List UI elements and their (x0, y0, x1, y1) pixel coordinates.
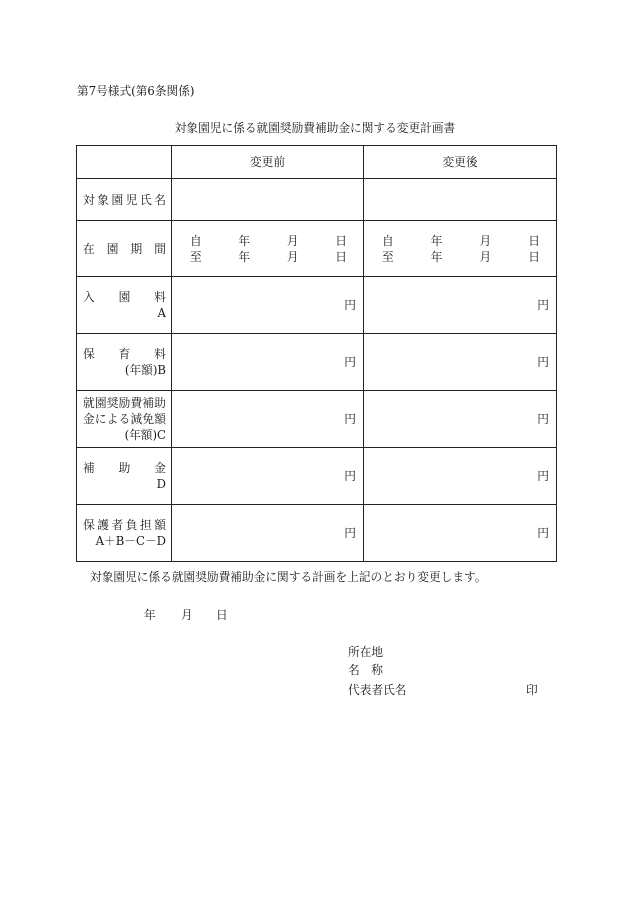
address-label: 所在地 (348, 645, 384, 659)
label-character: 担 (140, 518, 152, 532)
form-number: 第7号様式(第6条関係) (77, 84, 195, 98)
label-character: 園 (94, 396, 107, 410)
label-character: 助 (118, 461, 131, 475)
label-character: 保 (83, 347, 95, 361)
guardian-burden-row (77, 505, 557, 562)
reduction-label-line-1 (83, 395, 166, 411)
period-day: 日 (528, 233, 540, 248)
header-corner-cell (77, 146, 172, 179)
period-to-line (364, 249, 556, 265)
admission-fee-after-yen: 円 (364, 277, 557, 334)
label-character: 児 (125, 192, 138, 207)
label-character: 氏 (140, 192, 152, 207)
label-character: 園 (111, 192, 124, 207)
period-to-line (172, 249, 363, 265)
column-header-before: 変更前 (172, 146, 364, 179)
admission-fee-before-yen: 円 (172, 277, 364, 334)
label-character: 額 (154, 412, 166, 426)
childcare-fee-before-yen: 円 (172, 334, 364, 391)
label-character: 料 (154, 347, 166, 361)
subsidy-label (83, 460, 166, 476)
subsidy-before-yen: 円 (172, 448, 364, 505)
guardian-burden-label-cell (77, 505, 172, 562)
period-day: 日 (528, 249, 540, 264)
period-month: 月 (286, 249, 299, 264)
label-character: 期 (130, 241, 143, 256)
guardian-burden-code: A＋B－C－D (95, 534, 166, 548)
label-character: 就 (83, 396, 95, 410)
period-from-marker: 自 (382, 233, 394, 248)
subsidy-after-yen: 円 (364, 448, 557, 505)
label-character: 補 (83, 461, 95, 475)
label-character: 入 (83, 290, 95, 304)
label-character: 金 (154, 461, 166, 475)
reduction-row (77, 391, 557, 448)
label-character: 負 (125, 518, 138, 532)
childcare-fee-row (77, 334, 557, 391)
reduction-label-cell (77, 391, 172, 448)
enrollment-period-label-cell (77, 221, 172, 277)
date-year: 年 (144, 608, 156, 622)
label-character: る (118, 412, 131, 426)
page-title: 対象園児に係る就園奨励費補助金に関する変更計画書 (174, 121, 456, 135)
childcare-fee-label-cell (77, 334, 172, 391)
childcare-fee-code: (年額)B (124, 363, 166, 377)
child-name-label (83, 192, 166, 208)
guardian-burden-after-yen: 円 (364, 505, 557, 562)
period-to-marker: 至 (190, 249, 202, 264)
label-character: 在 (83, 241, 95, 256)
label-character: 額 (154, 518, 166, 532)
label-character: に (94, 412, 107, 426)
subsidy-row (77, 448, 557, 505)
period-year: 年 (238, 233, 251, 248)
label-character: 名 (154, 192, 166, 207)
admission-fee-row (77, 277, 557, 334)
period-month: 月 (479, 249, 492, 264)
change-statement: 対象園児に係る就園奨励費補助金に関する計画を上記のとおり変更します。 (90, 570, 487, 584)
child-name-row (77, 179, 557, 221)
period-year: 年 (238, 249, 251, 264)
enrollment-period-row (77, 221, 557, 277)
reduction-after-yen: 円 (364, 391, 557, 448)
subsidy-code: D (156, 477, 166, 491)
label-character: 費 (130, 396, 143, 410)
label-character: 補 (142, 396, 155, 410)
label-character: 育 (118, 347, 131, 361)
column-header-after: 変更後 (364, 146, 557, 179)
label-character: 園 (118, 290, 131, 304)
form-table (76, 145, 557, 562)
child-name-after-cell (364, 179, 557, 221)
label-character: 保 (83, 518, 95, 532)
label-character: よ (106, 412, 119, 426)
admission-fee-code: A (157, 306, 166, 320)
label-character: 料 (154, 290, 166, 304)
reduction-before-yen: 円 (172, 391, 364, 448)
period-day: 日 (335, 249, 347, 264)
period-after-cell (364, 221, 557, 277)
period-from-line (172, 233, 363, 249)
period-from-line (364, 233, 556, 249)
date-day: 日 (216, 608, 228, 622)
label-character: 免 (142, 412, 155, 426)
childcare-fee-after-yen: 円 (364, 334, 557, 391)
child-name-label-cell (77, 179, 172, 221)
period-from-marker: 自 (190, 233, 202, 248)
period-year: 年 (430, 249, 443, 264)
period-before-cell (172, 221, 364, 277)
label-character: 者 (111, 518, 124, 532)
period-day: 日 (335, 233, 347, 248)
label-character: 称 (371, 663, 383, 677)
period-month: 月 (479, 233, 492, 248)
reduction-label-line-2 (83, 411, 166, 427)
label-character: 励 (118, 396, 131, 410)
enrollment-period-label (83, 241, 166, 257)
label-character: 象 (97, 192, 109, 207)
name-label (348, 662, 383, 678)
childcare-fee-label (83, 346, 166, 362)
period-year: 年 (430, 233, 443, 248)
period-month: 月 (286, 233, 299, 248)
guardian-burden-label (83, 517, 166, 533)
label-character: 金 (83, 412, 95, 426)
label-character: 減 (130, 412, 143, 426)
label-character: 間 (154, 241, 166, 256)
label-character: 助 (154, 396, 166, 410)
child-name-before-cell (172, 179, 364, 221)
representative-label: 代表者氏名 (348, 683, 407, 697)
label-character: 園 (106, 241, 119, 256)
label-character: 護 (97, 518, 109, 532)
reduction-code: (年額)C (124, 428, 166, 442)
seal-mark: 印 (526, 683, 538, 697)
label-character: 奨 (106, 396, 119, 410)
guardian-burden-before-yen: 円 (172, 505, 364, 562)
label-character: 対 (83, 192, 95, 207)
admission-fee-label (83, 289, 166, 305)
header-row (77, 146, 557, 179)
admission-fee-label-cell (77, 277, 172, 334)
date-month: 月 (181, 608, 193, 622)
period-to-marker: 至 (382, 249, 394, 264)
subsidy-label-cell (77, 448, 172, 505)
label-character: 名 (348, 663, 360, 677)
